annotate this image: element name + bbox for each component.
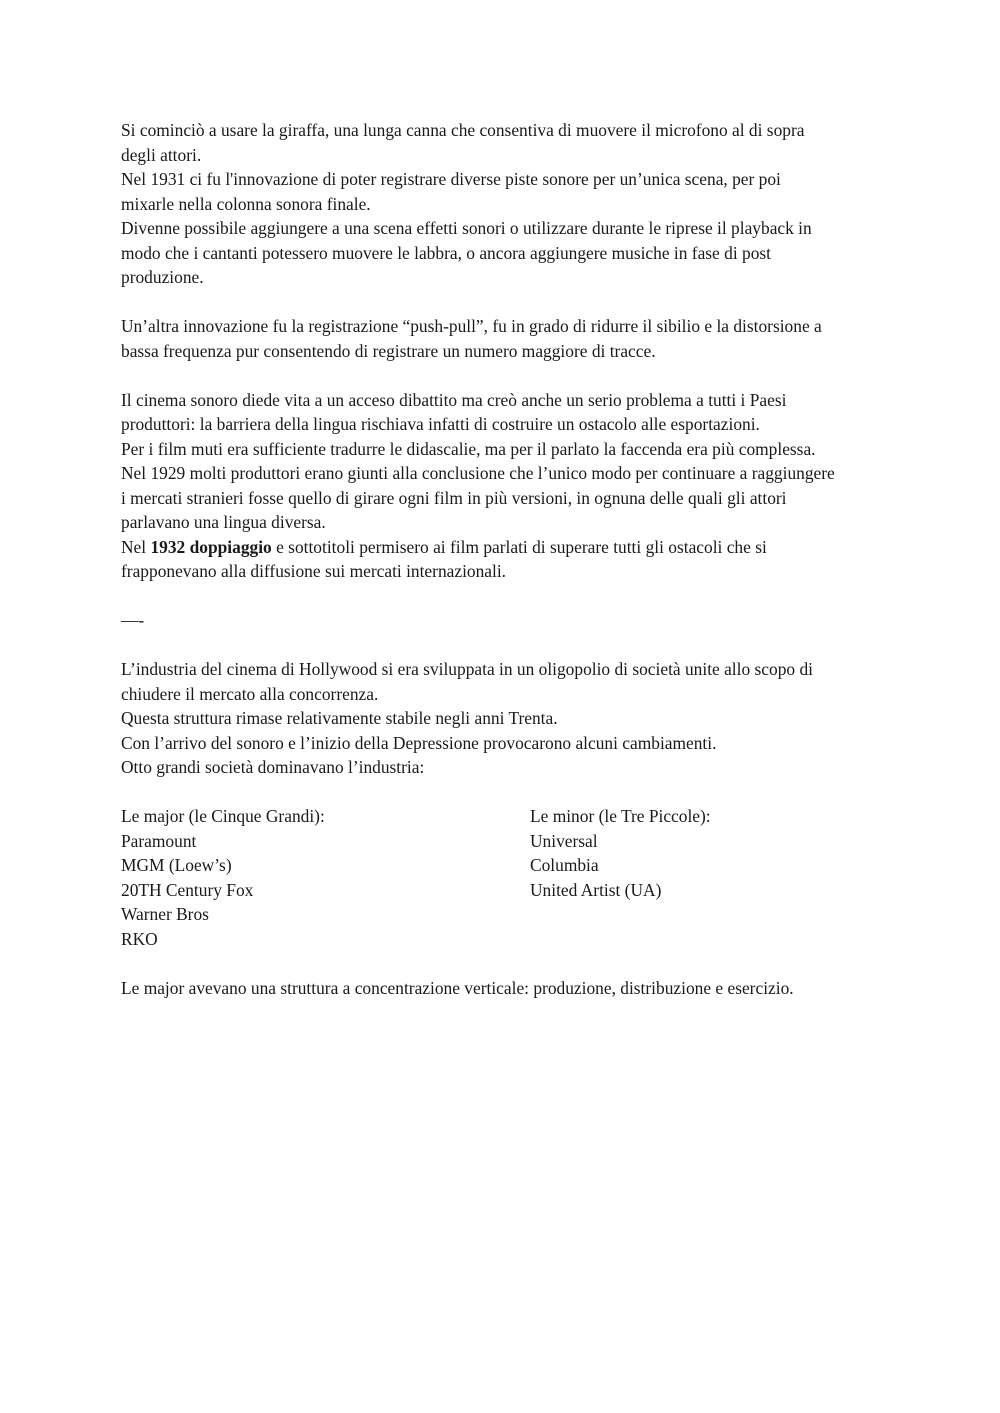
text-line: Il cinema sonoro diede vita a un acceso dibattito ma creò anche un serio problema a tutti i Paesi xyxy=(121,389,787,410)
blank-line xyxy=(121,363,891,388)
paragraph-microphone-boom xyxy=(121,118,891,290)
blank-line xyxy=(121,951,891,976)
text-line: chiudere il mercato alla concorrenza. xyxy=(121,683,379,704)
text-line: bassa frequenza pur consentendo di registrare un numero maggiore di tracce. xyxy=(121,340,656,361)
paragraph-push-pull xyxy=(121,314,891,363)
list-item: 20TH Century Fox xyxy=(121,879,254,900)
text-line: mixarle nella colonna sonora finale. xyxy=(121,193,371,214)
text-line: L’industria del cinema di Hollywood si era sviluppata in un oligopolio di società unite allo scopo di xyxy=(121,659,813,679)
text-line: Nel 1929 molti produttori erano giunti alla conclusione che l’unico modo per continuare a raggiungere xyxy=(121,463,835,483)
separator xyxy=(121,608,891,633)
studios-two-column-list xyxy=(121,804,891,951)
blank-line xyxy=(121,290,891,315)
list-item: United Artist (UA) xyxy=(530,879,662,900)
text-line: Questa struttura rimase relativamente stabile negli anni Trenta. xyxy=(121,708,558,728)
paragraph-hollywood-oligopoly xyxy=(121,657,891,780)
text-line: degli attori. xyxy=(121,144,202,165)
list-item: Universal xyxy=(530,830,598,851)
document-page xyxy=(121,118,891,1000)
text-line: Con l’arrivo del sonoro e l’inizio della Depressione provocarono alcuni cambiamenti. xyxy=(121,732,717,753)
blank-line xyxy=(121,584,891,609)
text-line: Le major avevano una struttura a concentrazione verticale: produzione, distribuzione e esercizio. xyxy=(121,977,794,998)
dubbing-suffix: e sottotitoli permisero ai film parlati di superare tutti gli ostacoli che si xyxy=(271,536,767,557)
text-line: produttori: la barriera della lingua rischiava infatti di costruire un ostacolo alle esportazioni. xyxy=(121,414,760,434)
list-item: MGM (Loew’s) xyxy=(121,855,232,875)
separator-dash: —- xyxy=(121,610,145,630)
paragraph-vertical-integration xyxy=(121,976,891,1001)
list-item: RKO xyxy=(121,928,158,949)
minors-column xyxy=(530,804,890,951)
text-line: Nel 1931 ci fu l'innovazione di poter registrare diverse piste sonore per un’unica scena, per poi xyxy=(121,169,781,189)
text-line: frapponevano alla diffusione sui mercati internazionali. xyxy=(121,561,507,581)
text-line: Divenne possibile aggiungere a una scena effetti sonori o utilizzare durante le riprese il playback in xyxy=(121,218,812,238)
text-line: produzione. xyxy=(121,267,204,287)
text-line: Si cominciò a usare la giraffa, una lunga canna che consentiva di muovere il microfono al di sopra xyxy=(121,120,805,140)
list-item: Columbia xyxy=(530,855,599,875)
paragraph-language-barrier xyxy=(121,388,891,584)
majors-column xyxy=(121,804,530,951)
text-line: Un’altra innovazione fu la registrazione “push-pull”, fu in grado di ridurre il sibilio e la distorsione a xyxy=(121,316,822,336)
list-item: Warner Bros xyxy=(121,904,209,924)
dubbing-bold-phrase: 1932 doppiaggio xyxy=(150,536,272,557)
list-item: Paramount xyxy=(121,830,197,851)
text-line: i mercati stranieri fosse quello di girare ogni film in più versioni, in ognuna delle quali gli attori xyxy=(121,487,787,508)
majors-heading: Le major (le Cinque Grandi): xyxy=(121,806,325,826)
blank-line xyxy=(121,633,891,658)
dubbing-prefix: Nel xyxy=(121,536,151,557)
minors-heading: Le minor (le Tre Piccole): xyxy=(530,806,711,826)
text-line: parlavano una lingua diversa. xyxy=(121,512,326,532)
text-line: modo che i cantanti potessero muovere le labbra, o ancora aggiungere musiche in fase di post xyxy=(121,242,771,263)
text-line-dubbing xyxy=(121,535,891,560)
text-line: Per i film muti era sufficiente tradurre le didascalie, ma per il parlato la faccenda era più complessa. xyxy=(121,438,816,459)
text-line: Otto grandi società dominavano l’industria: xyxy=(121,757,425,777)
blank-line xyxy=(121,780,891,805)
